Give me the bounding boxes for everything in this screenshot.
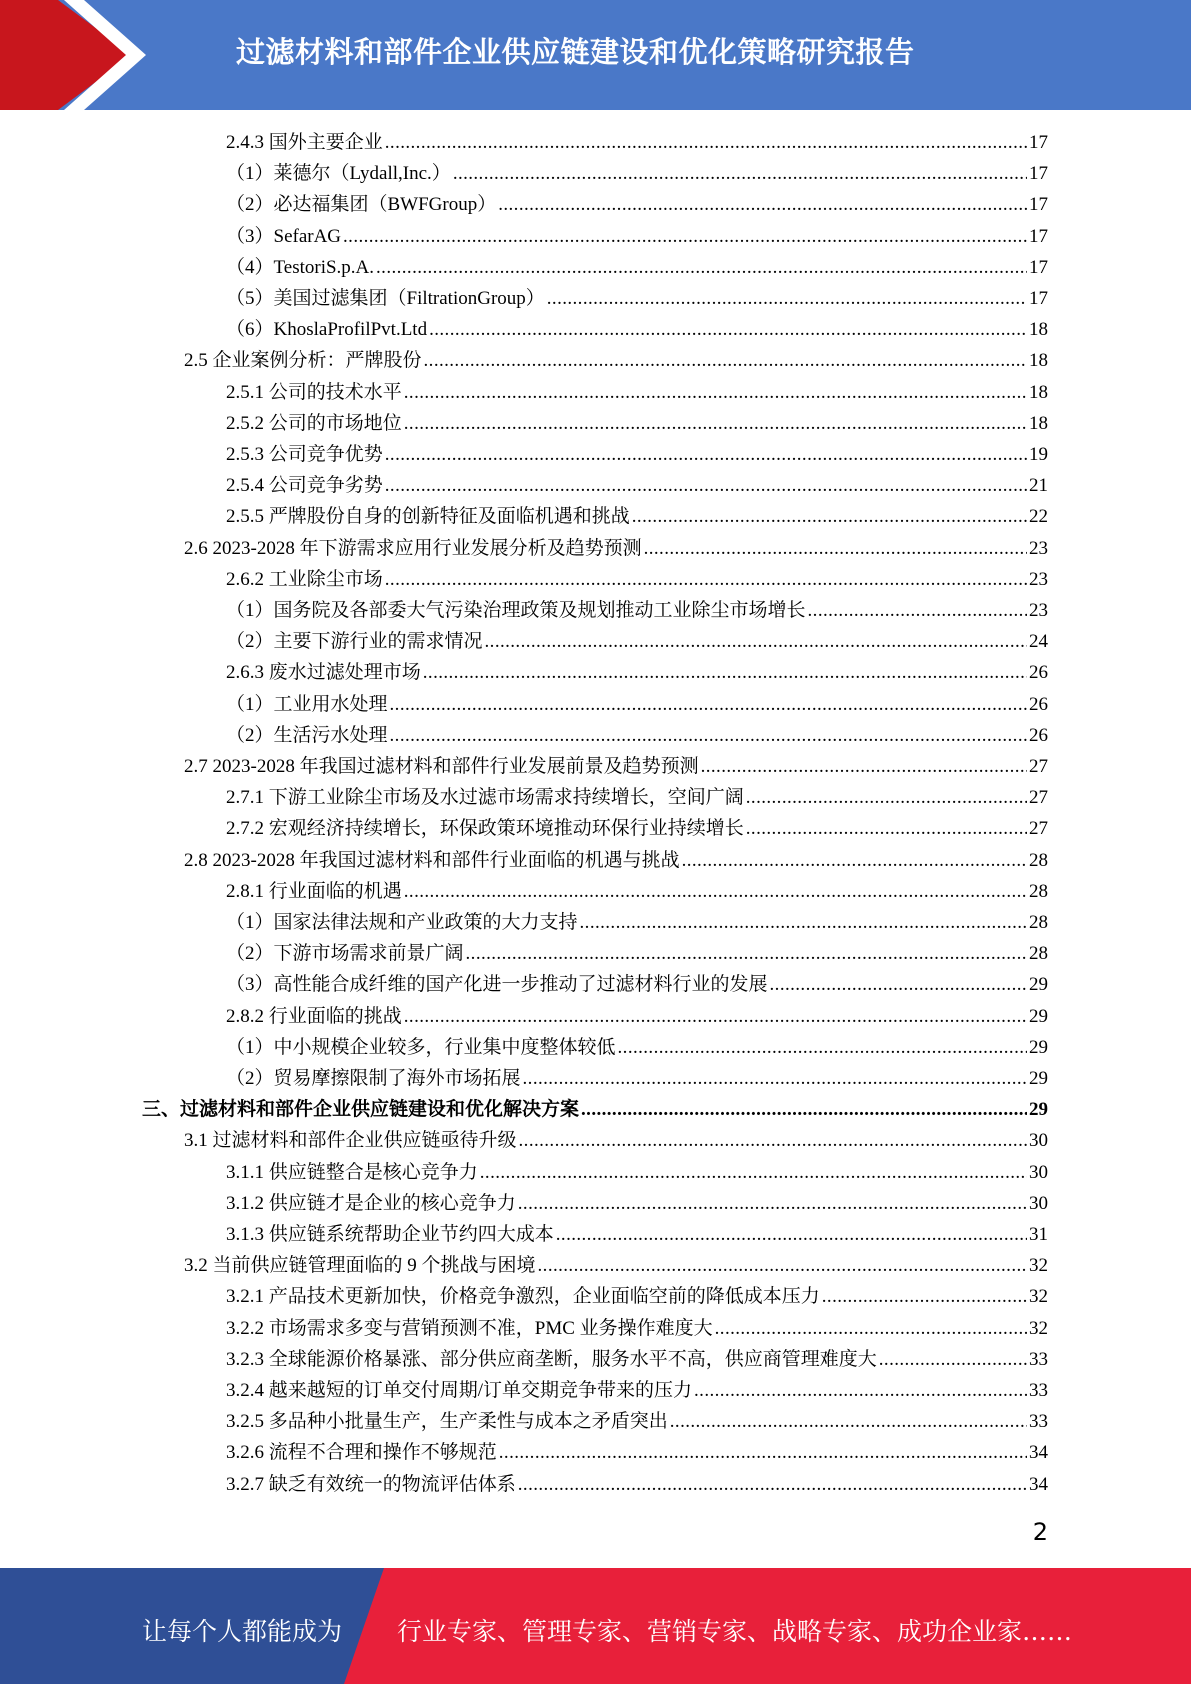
toc-entry-page: 23: [1029, 600, 1048, 621]
toc-entry-page: 17: [1029, 194, 1048, 216]
toc-dot-leader: [453, 158, 1027, 189]
toc-entry-title: 2.6.2 工业除尘市场: [226, 568, 383, 590]
toc-entry-page: 29: [1029, 1005, 1048, 1027]
toc-entry-title: 2.7 2023-2028 年我国过滤材料和部件行业发展前景及趋势预测: [184, 756, 699, 777]
toc-entry-page: 32: [1029, 1255, 1048, 1277]
toc-entry-title: 2.5.5 严牌股份自身的创新特征及面临机遇和挑战: [226, 506, 630, 528]
toc-entry[interactable]: [226, 189, 1048, 220]
toc-entry-title: （2）贸易摩擦限制了海外市场拓展: [226, 1068, 521, 1089]
toc-entry[interactable]: [184, 845, 1048, 876]
toc-dot-leader: [390, 689, 1027, 720]
toc-entry[interactable]: [226, 938, 1048, 969]
toc-dot-leader: [519, 1125, 1027, 1156]
toc-entry[interactable]: [226, 1281, 1048, 1312]
toc-entry-page: 29: [1029, 1036, 1048, 1058]
toc-dot-leader: [499, 1437, 1027, 1468]
toc-entry[interactable]: [226, 1157, 1048, 1188]
toc-entry-title: 3.2.1 产品技术更新加快，价格竞争激烈，企业面临空前的降低成本压力: [226, 1286, 820, 1308]
toc-entry-page: 18: [1029, 381, 1048, 403]
toc-entry-title: 2.7.1 下游工业除尘市场及水过滤市场需求持续增长，空间广阔: [226, 787, 744, 809]
footer-slogan-left: 让每个人都能成为: [142, 1617, 343, 1646]
toc-entry[interactable]: [226, 1188, 1048, 1219]
toc-entry[interactable]: [226, 377, 1048, 408]
toc-entry-page: 30: [1029, 1192, 1048, 1214]
toc-entry-title: 2.5.1 公司的技术水平: [226, 381, 402, 403]
toc-entry-page: 32: [1029, 1317, 1048, 1339]
toc-entry[interactable]: [226, 689, 1048, 720]
toc-dot-leader: [618, 1032, 1027, 1063]
toc-dot-leader: [385, 127, 1027, 158]
toc-entry[interactable]: [226, 1344, 1048, 1375]
report-title: 过滤材料和部件企业供应链建设和优化策略研究报告: [236, 35, 915, 69]
toc-entry-page: 26: [1029, 724, 1048, 746]
toc-entry[interactable]: [226, 408, 1048, 439]
toc-dot-leader: [581, 1094, 1027, 1125]
toc-entry-page: 34: [1029, 1442, 1048, 1464]
toc-entry-page: 33: [1029, 1380, 1048, 1401]
toc-dot-leader: [770, 969, 1027, 1000]
toc-dot-leader: [404, 377, 1027, 408]
toc-entry-title: （2）主要下游行业的需求情况: [226, 631, 483, 653]
toc-dot-leader: [404, 408, 1027, 439]
toc-dot-leader: [808, 595, 1027, 626]
toc-dot-leader: [715, 1313, 1027, 1344]
toc-dot-leader: [429, 314, 1027, 345]
toc-dot-leader: [547, 283, 1027, 314]
toc-dot-leader: [404, 876, 1027, 907]
toc-entry-title: 2.5.4 公司竞争劣势: [226, 475, 383, 497]
toc-dot-leader: [682, 845, 1027, 876]
toc-dot-leader: [385, 439, 1027, 470]
toc-entry[interactable]: [226, 720, 1048, 751]
toc-entry-title: （5）美国过滤集团（FiltrationGroup）: [226, 288, 545, 309]
toc-entry-title: （2）下游市场需求前景广阔: [226, 943, 464, 965]
toc-entry[interactable]: [226, 252, 1048, 283]
toc-dot-leader: [385, 564, 1027, 595]
toc-dot-leader: [518, 1469, 1027, 1500]
toc-entry[interactable]: [226, 907, 1048, 938]
toc-entry-title: （3）SefarAG: [226, 225, 342, 247]
toc-entry-page: 27: [1029, 787, 1048, 809]
toc-entry-title: （6）KhoslaProfilPvt.Ltd: [226, 319, 428, 341]
toc-dot-leader: [390, 720, 1027, 751]
toc-entry-page: 18: [1029, 319, 1048, 341]
toc-entry[interactable]: [226, 876, 1048, 907]
toc-entry-title: 2.5.2 公司的市场地位: [226, 412, 402, 434]
toc-entry-title: 2.8.2 行业面临的挑战: [226, 1005, 402, 1027]
toc-dot-leader: [423, 657, 1027, 688]
toc-dot-leader: [580, 907, 1027, 938]
toc-entry-page: 17: [1029, 256, 1048, 278]
toc-entry[interactable]: [226, 969, 1048, 1000]
toc-dot-leader: [632, 501, 1027, 532]
toc-entry-title: 3.2.3 全球能源价格暴涨、部分供应商垄断，服务水平不高，供应商管理难度大: [226, 1348, 877, 1370]
toc-entry[interactable]: [226, 283, 1048, 314]
toc-dot-leader: [701, 751, 1027, 782]
toc-entry-title: 3.1.2 供应链才是企业的核心竞争力: [226, 1192, 516, 1214]
toc-entry-title: 2.8.1 行业面临的机遇: [226, 880, 402, 902]
toc-entry-title: （1）工业用水处理: [226, 693, 388, 715]
toc-entry-page: 30: [1029, 1130, 1048, 1152]
toc-dot-leader: [746, 813, 1027, 844]
toc-entry-title: 三、过滤材料和部件企业供应链建设和优化解决方案: [142, 1099, 580, 1121]
toc-entry-page: 17: [1029, 288, 1048, 309]
toc-entry-title: 3.1 过滤材料和部件企业供应链亟待升级: [184, 1130, 517, 1152]
toc-entry[interactable]: [226, 127, 1048, 158]
toc-entry-page: 23: [1029, 537, 1048, 559]
page-footer: [0, 1568, 1191, 1684]
toc-entry[interactable]: [226, 501, 1048, 532]
toc-entry-page: 24: [1029, 631, 1048, 653]
toc-entry-title: （4）TestoriS.p.A.: [226, 256, 375, 278]
toc-dot-leader: [538, 1250, 1027, 1281]
toc-entry-page: 28: [1029, 943, 1048, 965]
toc-entry-page: 32: [1029, 1286, 1048, 1308]
toc-entry[interactable]: [226, 813, 1048, 844]
toc-entry-title: 3.1.1 供应链整合是核心竞争力: [226, 1161, 478, 1183]
page-header: [0, 0, 1191, 110]
toc-entry-title: 3.2.6 流程不合理和操作不够规范: [226, 1442, 497, 1464]
toc-entry-page: 17: [1029, 163, 1048, 185]
toc-entry-title: （1）国家法律法规和产业政策的大力支持: [226, 912, 578, 933]
toc-entry[interactable]: [226, 1437, 1048, 1468]
toc-entry-title: （1）国务院及各部委大气污染治理政策及规划推动工业除尘市场增长: [226, 600, 806, 621]
toc-entry[interactable]: [184, 1250, 1048, 1281]
toc-dot-leader: [485, 626, 1027, 657]
toc-dot-leader: [466, 938, 1027, 969]
toc-dot-leader: [518, 1188, 1027, 1219]
toc-entry[interactable]: [226, 1032, 1048, 1063]
toc-dot-leader: [498, 189, 1027, 220]
toc-entry[interactable]: [226, 626, 1048, 657]
toc-entry-title: 3.2 当前供应链管理面临的 9 个挑战与困境: [184, 1255, 536, 1277]
toc-entry-page: 22: [1029, 506, 1048, 528]
toc-entry-page: 17: [1029, 132, 1048, 153]
toc-entry-page: 33: [1029, 1411, 1048, 1433]
toc-dot-leader: [822, 1281, 1027, 1312]
toc-dot-leader: [523, 1063, 1027, 1094]
toc-entry-title: 2.6.3 废水过滤处理市场: [226, 662, 421, 684]
toc-entry-title: （2）生活污水处理: [226, 724, 388, 746]
toc-entry-title: 2.4.3 国外主要企业: [226, 132, 383, 153]
header-arrow-decoration: [0, 0, 160, 110]
toc-entry[interactable]: [226, 1001, 1048, 1032]
toc-entry-page: 18: [1029, 412, 1048, 434]
toc-entry-page: 29: [1029, 1068, 1048, 1089]
toc-entry[interactable]: [226, 657, 1048, 688]
page-number: 2: [1032, 1518, 1048, 1546]
toc-dot-leader: [480, 1157, 1027, 1188]
toc-entry-title: （3）高性能合成纤维的国产化进一步推动了过滤材料行业的发展: [226, 974, 768, 996]
toc-entry-title: 3.2.5 多品种小批量生产，生产柔性与成本之矛盾突出: [226, 1411, 668, 1433]
toc-entry-page: 28: [1029, 849, 1048, 871]
toc-dot-leader: [404, 1001, 1027, 1032]
toc-entry[interactable]: [226, 439, 1048, 470]
toc-entry[interactable]: [226, 1469, 1048, 1500]
toc-entry[interactable]: [184, 345, 1048, 376]
toc-entry[interactable]: [226, 1375, 1048, 1406]
toc-dot-leader: [556, 1219, 1027, 1250]
toc-entry-page: 23: [1029, 568, 1048, 590]
toc-entry-page: 33: [1029, 1348, 1048, 1370]
toc-entry[interactable]: [226, 314, 1048, 345]
toc-dot-leader: [385, 470, 1027, 501]
toc-entry-page: 31: [1029, 1224, 1048, 1245]
toc-entry[interactable]: [184, 751, 1048, 782]
toc-entry-page: 17: [1029, 225, 1048, 247]
toc-entry-title: 3.2.4 越来越短的订单交付周期/订单交期竞争带来的压力: [226, 1380, 693, 1401]
toc-entry-title: 3.2.2 市场需求多变与营销预测不准，PMC 业务操作难度大: [226, 1317, 713, 1339]
toc-entry[interactable]: [226, 595, 1048, 626]
toc-entry-title: 2.6 2023-2028 年下游需求应用行业发展分析及趋势预测: [184, 537, 642, 559]
toc-entry-title: （1）莱德尔（Lydall,Inc.）: [226, 163, 451, 185]
toc-entry-title: 2.7.2 宏观经济持续增长，环保政策环境推动环保行业持续增长: [226, 818, 744, 840]
toc-entry[interactable]: [142, 1094, 1048, 1125]
toc-dot-leader: [376, 252, 1027, 283]
toc-dot-leader: [343, 221, 1027, 252]
toc-entry-title: （2）必达福集团（BWFGroup）: [226, 194, 497, 216]
toc-entry-page: 27: [1029, 818, 1048, 840]
toc-entry[interactable]: [226, 470, 1048, 501]
toc-dot-leader: [670, 1406, 1027, 1437]
toc-entry-page: 34: [1029, 1473, 1048, 1495]
toc-entry-title: 2.8 2023-2028 年我国过滤材料和部件行业面临的机遇与挑战: [184, 849, 680, 871]
toc-entry-page: 21: [1029, 475, 1048, 497]
toc-entry[interactable]: [184, 533, 1048, 564]
toc-entry[interactable]: [226, 1313, 1048, 1344]
toc-entry-page: 18: [1029, 350, 1048, 372]
toc-entry-page: 26: [1029, 693, 1048, 715]
toc-entry[interactable]: [184, 1125, 1048, 1156]
toc-entry-page: 28: [1029, 880, 1048, 902]
toc-entry-page: 27: [1029, 756, 1048, 777]
toc-entry[interactable]: [226, 1063, 1048, 1094]
toc-entry-page: 29: [1029, 1099, 1048, 1121]
toc-dot-leader: [644, 533, 1027, 564]
toc-dot-leader: [424, 345, 1027, 376]
footer-slogan-right: 行业专家、管理专家、营销专家、战略专家、成功企业家……: [397, 1617, 1073, 1646]
toc-entry-page: 28: [1029, 912, 1048, 933]
toc-entry-page: 30: [1029, 1161, 1048, 1183]
toc-entry-title: 3.2.7 缺乏有效统一的物流评估体系: [226, 1473, 516, 1495]
toc-entry-page: 29: [1029, 974, 1048, 996]
toc-entry-page: 19: [1029, 444, 1048, 465]
toc-entry-page: 26: [1029, 662, 1048, 684]
toc-entry-title: 3.1.3 供应链系统帮助企业节约四大成本: [226, 1224, 554, 1245]
toc-entry[interactable]: [226, 782, 1048, 813]
toc-entry[interactable]: [226, 1406, 1048, 1437]
toc-entry[interactable]: [226, 158, 1048, 189]
toc-dot-leader: [746, 782, 1027, 813]
toc-entry-title: （1）中小规模企业较多，行业集中度整体较低: [226, 1036, 616, 1058]
toc-dot-leader: [879, 1344, 1027, 1375]
toc-entry-title: 2.5 企业案例分析：严牌股份: [184, 350, 422, 372]
toc-entry[interactable]: [226, 1219, 1048, 1250]
toc-entry[interactable]: [226, 564, 1048, 595]
toc-entry-title: 2.5.3 公司竞争优势: [226, 444, 383, 465]
toc-dot-leader: [694, 1375, 1027, 1406]
toc-entry[interactable]: [226, 221, 1048, 252]
